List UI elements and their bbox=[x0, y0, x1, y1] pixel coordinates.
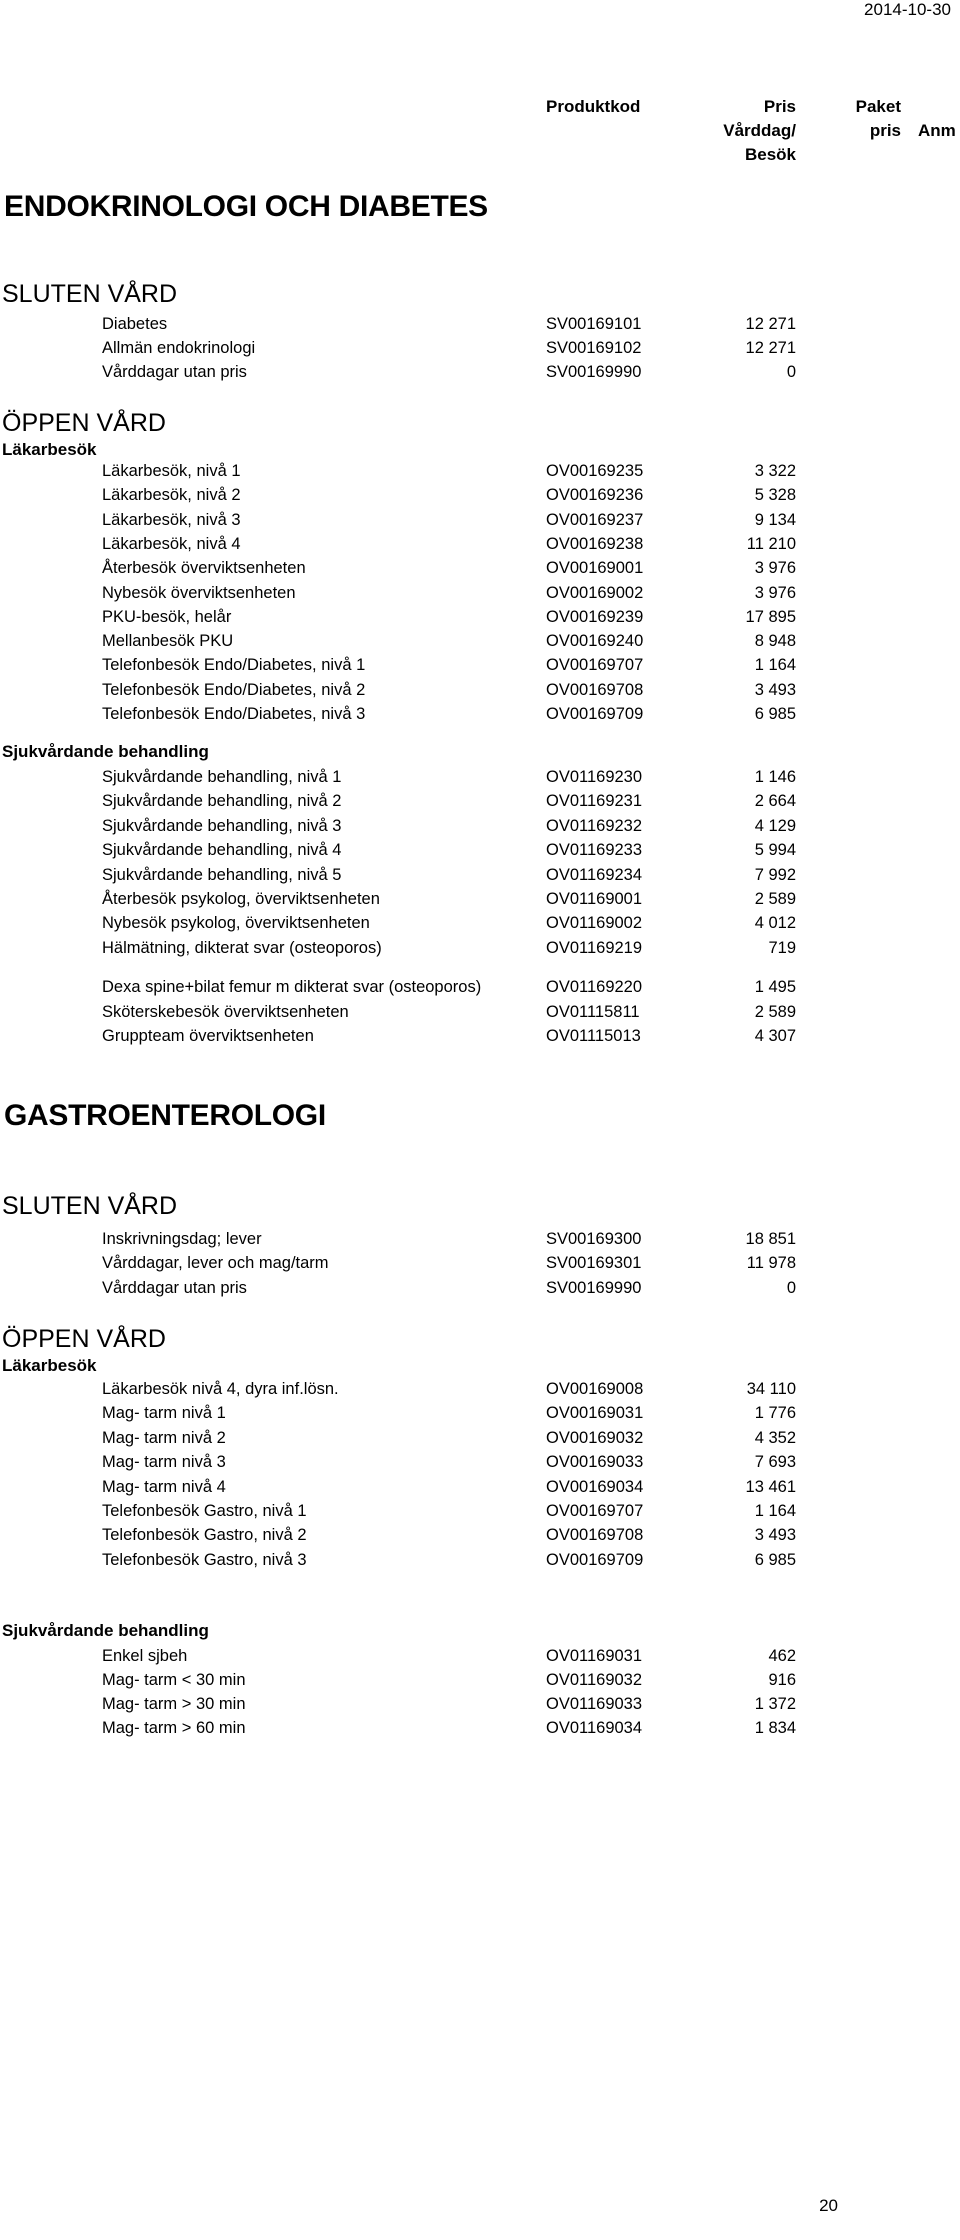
header-pris-line3: Besök bbox=[744, 145, 796, 164]
header-paket bbox=[856, 95, 901, 143]
table-row bbox=[0, 681, 960, 706]
product-code: OV00169239 bbox=[546, 607, 644, 626]
product-name: Sjukvårdande behandling, nivå 3 bbox=[102, 816, 342, 835]
product-code: SV00169990 bbox=[546, 363, 642, 382]
table-row bbox=[0, 656, 960, 681]
table-row bbox=[0, 632, 960, 657]
product-code: OV00169008 bbox=[546, 1380, 644, 1398]
product-code: OV00169709 bbox=[546, 1550, 644, 1569]
product-name: Vårddagar utan pris bbox=[102, 1278, 247, 1297]
product-name: Telefonbesök Gastro, nivå 3 bbox=[102, 1550, 307, 1569]
product-code: OV00169235 bbox=[546, 462, 644, 480]
subsection-oppen-vard: ÖPPEN VÅRD bbox=[2, 409, 166, 437]
product-name: Sjukvårdande behandling, nivå 2 bbox=[102, 792, 342, 811]
product-price: 2 664 bbox=[754, 792, 796, 811]
product-name: Sjukvårdande behandling, nivå 5 bbox=[102, 865, 342, 884]
product-price: 4 129 bbox=[754, 816, 796, 835]
table-row bbox=[0, 1647, 960, 1672]
product-code: OV01169033 bbox=[546, 1695, 643, 1714]
product-price: 4 352 bbox=[754, 1428, 796, 1447]
product-name: Vårddagar, lever och mag/tarm bbox=[102, 1254, 329, 1273]
product-code: OV00169240 bbox=[546, 632, 644, 651]
product-code: OV01169001 bbox=[546, 890, 643, 908]
table-row bbox=[0, 1003, 960, 1028]
header-paket-line2: pris bbox=[869, 121, 901, 140]
product-name: Läkarbesök, nivå 4 bbox=[102, 534, 241, 553]
product-name: Allmän endokrinologi bbox=[102, 339, 256, 358]
table-row bbox=[0, 1478, 960, 1503]
product-code: OV00169034 bbox=[546, 1477, 644, 1496]
product-code: OV01169230 bbox=[546, 768, 643, 786]
product-name: Mag- tarm nivå 3 bbox=[102, 1453, 226, 1472]
table-row bbox=[0, 939, 960, 964]
product-name: PKU-besök, helår bbox=[102, 607, 232, 626]
product-code: OV00169238 bbox=[546, 534, 644, 553]
table-row bbox=[0, 1380, 960, 1405]
header-pris-line2: Vårddag/ bbox=[723, 121, 796, 140]
product-price: 1 164 bbox=[754, 656, 796, 675]
header-paket-line1: Paket bbox=[855, 97, 901, 116]
table-row bbox=[0, 792, 960, 817]
product-code: OV01169219 bbox=[546, 938, 643, 957]
product-code: SV00169301 bbox=[546, 1254, 642, 1273]
product-code: OV00169236 bbox=[546, 486, 644, 505]
product-price: 3 493 bbox=[754, 1526, 796, 1545]
product-price: 0 bbox=[786, 363, 796, 382]
table-row bbox=[0, 1404, 960, 1429]
table-row bbox=[0, 1027, 960, 1052]
product-name: Mag- tarm > 30 min bbox=[102, 1695, 246, 1714]
product-name: Mag- tarm nivå 1 bbox=[102, 1404, 226, 1423]
product-price: 5 994 bbox=[754, 841, 796, 860]
page-date: 2014-10-30 bbox=[864, 0, 951, 19]
table-row bbox=[0, 866, 960, 891]
section-title-endokrinologi: ENDOKRINOLOGI OCH DIABETES bbox=[4, 190, 488, 223]
table-row bbox=[0, 1551, 960, 1576]
product-code: OV00169031 bbox=[546, 1404, 644, 1423]
table-row bbox=[0, 559, 960, 584]
table-row bbox=[0, 486, 960, 511]
product-name: Sjukvårdande behandling, nivå 1 bbox=[102, 768, 342, 786]
product-price: 3 322 bbox=[754, 462, 796, 480]
product-code: OV01169231 bbox=[546, 792, 643, 811]
product-code: OV00169001 bbox=[546, 559, 644, 578]
table-row bbox=[0, 1429, 960, 1454]
product-price: 5 328 bbox=[754, 486, 796, 505]
product-code: OV00169237 bbox=[546, 510, 644, 529]
product-name: Läkarbesök, nivå 3 bbox=[102, 510, 241, 529]
section-title-gastroenterologi: GASTROENTEROLOGI bbox=[4, 1099, 326, 1132]
product-price: 4 307 bbox=[754, 1027, 796, 1045]
product-price: 6 985 bbox=[754, 1550, 796, 1569]
product-name: Läkarbesök, nivå 2 bbox=[102, 486, 241, 505]
table-row bbox=[0, 584, 960, 609]
product-code: OV00169709 bbox=[546, 705, 644, 723]
product-name: Telefonbesök Gastro, nivå 1 bbox=[102, 1502, 307, 1520]
product-price: 1 372 bbox=[754, 1695, 796, 1714]
header-pris-line1: Pris bbox=[763, 97, 796, 116]
product-price: 17 895 bbox=[745, 607, 796, 626]
product-price: 1 834 bbox=[754, 1719, 796, 1738]
product-code: OV00169707 bbox=[546, 1502, 644, 1520]
product-name: Mag- tarm > 60 min bbox=[102, 1719, 246, 1738]
product-price: 6 985 bbox=[754, 705, 796, 723]
product-code: OV00169708 bbox=[546, 1526, 644, 1545]
product-name: Nybesök psykolog, överviktsenheten bbox=[102, 914, 370, 933]
product-price: 18 851 bbox=[745, 1230, 796, 1248]
product-price: 3 493 bbox=[754, 680, 796, 699]
product-price: 13 461 bbox=[745, 1477, 796, 1496]
product-name: Läkarbesök nivå 4, dyra inf.lösn. bbox=[102, 1380, 339, 1398]
product-code: SV00169990 bbox=[546, 1278, 642, 1297]
header-pris bbox=[723, 95, 796, 167]
product-code: OV00169032 bbox=[546, 1428, 644, 1447]
product-name: Mag- tarm nivå 4 bbox=[102, 1477, 226, 1496]
product-name: Gruppteam överviktsenheten bbox=[102, 1027, 314, 1045]
group-title-lakarbesok-gastro: Läkarbesök bbox=[2, 1356, 97, 1375]
product-name: Telefonbesök Endo/Diabetes, nivå 3 bbox=[102, 705, 366, 723]
table-row bbox=[0, 1230, 960, 1255]
group-title-lakarbesok: Läkarbesök bbox=[2, 440, 97, 459]
product-price: 11 978 bbox=[746, 1254, 796, 1273]
product-code: SV00169102 bbox=[546, 339, 642, 358]
table-row bbox=[0, 363, 960, 388]
product-code: OV00169033 bbox=[546, 1453, 644, 1472]
product-price: 1 146 bbox=[754, 768, 796, 786]
product-price: 0 bbox=[786, 1278, 796, 1297]
table-row bbox=[0, 1719, 960, 1744]
product-name: Dexa spine+bilat femur m dikterat svar (osteoporos) bbox=[102, 978, 482, 996]
table-row bbox=[0, 315, 960, 340]
table-row bbox=[0, 1671, 960, 1696]
product-name: Enkel sjbeh bbox=[102, 1647, 188, 1665]
table-row bbox=[0, 511, 960, 536]
table-row bbox=[0, 1695, 960, 1720]
product-price: 8 948 bbox=[754, 632, 796, 651]
table-row bbox=[0, 1279, 960, 1304]
product-price: 12 271 bbox=[745, 315, 796, 333]
table-row bbox=[0, 705, 960, 730]
product-name: Nybesök överviktsenheten bbox=[102, 583, 296, 602]
product-name: Diabetes bbox=[102, 315, 168, 333]
product-name: Mag- tarm < 30 min bbox=[102, 1671, 246, 1690]
table-row bbox=[0, 1254, 960, 1279]
table-row bbox=[0, 339, 960, 364]
table-row bbox=[0, 914, 960, 939]
product-code: OV01115013 bbox=[546, 1027, 641, 1045]
product-code: SV00169300 bbox=[546, 1230, 642, 1248]
product-price: 4 012 bbox=[754, 914, 796, 933]
product-price: 9 134 bbox=[754, 510, 796, 529]
product-price: 3 976 bbox=[754, 559, 796, 578]
product-name: Sköterskebesök överviktsenheten bbox=[102, 1002, 349, 1021]
product-code: OV00169707 bbox=[546, 656, 644, 675]
table-row bbox=[0, 535, 960, 560]
product-name: Sjukvårdande behandling, nivå 4 bbox=[102, 841, 342, 860]
product-code: OV00169708 bbox=[546, 680, 644, 699]
product-price: 2 589 bbox=[754, 890, 796, 908]
product-price: 34 110 bbox=[746, 1380, 796, 1398]
product-price: 1 164 bbox=[754, 1502, 796, 1520]
table-row bbox=[0, 608, 960, 633]
product-code: OV00169002 bbox=[546, 583, 644, 602]
subsection-sluten-vard: SLUTEN VÅRD bbox=[2, 280, 178, 308]
product-name: Telefonbesök Gastro, nivå 2 bbox=[102, 1526, 307, 1545]
product-name: Telefonbesök Endo/Diabetes, nivå 2 bbox=[102, 680, 366, 699]
subsection-sluten-vard-gastro: SLUTEN VÅRD bbox=[2, 1192, 178, 1220]
product-code: SV00169101 bbox=[546, 315, 642, 333]
product-price: 1 495 bbox=[754, 978, 796, 996]
product-code: OV01169032 bbox=[546, 1671, 643, 1690]
product-price: 7 693 bbox=[754, 1453, 796, 1472]
product-code: OV01169031 bbox=[546, 1647, 643, 1665]
product-code: OV01169220 bbox=[546, 978, 643, 996]
product-name: Återbesök psykolog, överviktsenheten bbox=[102, 890, 380, 908]
product-code: OV01169232 bbox=[546, 816, 643, 835]
product-code: OV01169034 bbox=[546, 1719, 643, 1738]
page-number: 20 bbox=[819, 2196, 838, 2215]
group-title-sjukvardande: Sjukvårdande behandling bbox=[2, 742, 209, 761]
product-code: OV01115811 bbox=[546, 1002, 640, 1021]
product-price: 719 bbox=[768, 938, 796, 957]
product-name: Återbesök överviktsenheten bbox=[102, 559, 306, 578]
product-name: Mag- tarm nivå 2 bbox=[102, 1428, 226, 1447]
product-price: 3 976 bbox=[754, 583, 796, 602]
product-price: 11 210 bbox=[746, 534, 796, 553]
product-name: Telefonbesök Endo/Diabetes, nivå 1 bbox=[102, 656, 366, 675]
table-row bbox=[0, 890, 960, 915]
table-row bbox=[0, 768, 960, 793]
product-price: 462 bbox=[768, 1647, 796, 1665]
product-name: Läkarbesök, nivå 1 bbox=[102, 462, 241, 480]
table-row bbox=[0, 1453, 960, 1478]
product-price: 7 992 bbox=[754, 865, 796, 884]
table-row bbox=[0, 1526, 960, 1551]
table-row bbox=[0, 841, 960, 866]
product-name: Mellanbesök PKU bbox=[102, 632, 234, 651]
subsection-oppen-vard-gastro: ÖPPEN VÅRD bbox=[2, 1325, 166, 1353]
product-price: 12 271 bbox=[745, 339, 796, 358]
product-price: 2 589 bbox=[754, 1002, 796, 1021]
product-name: Vårddagar utan pris bbox=[102, 363, 247, 382]
group-title-sjukvardande-gastro: Sjukvårdande behandling bbox=[2, 1621, 209, 1640]
product-code: OV01169002 bbox=[546, 914, 643, 933]
header-produktkod: Produktkod bbox=[546, 97, 641, 116]
product-price: 916 bbox=[768, 1671, 796, 1690]
product-price: 1 776 bbox=[754, 1404, 796, 1423]
product-code: OV01169233 bbox=[546, 841, 643, 860]
table-row bbox=[0, 1502, 960, 1527]
product-name: Hälmätning, dikterat svar (osteoporos) bbox=[102, 938, 382, 957]
header-anm: Anm bbox=[918, 121, 956, 140]
table-row bbox=[0, 817, 960, 842]
product-name: Inskrivningsdag; lever bbox=[102, 1230, 262, 1248]
product-code: OV01169234 bbox=[546, 865, 643, 884]
table-row bbox=[0, 462, 960, 487]
table-row bbox=[0, 978, 960, 1003]
